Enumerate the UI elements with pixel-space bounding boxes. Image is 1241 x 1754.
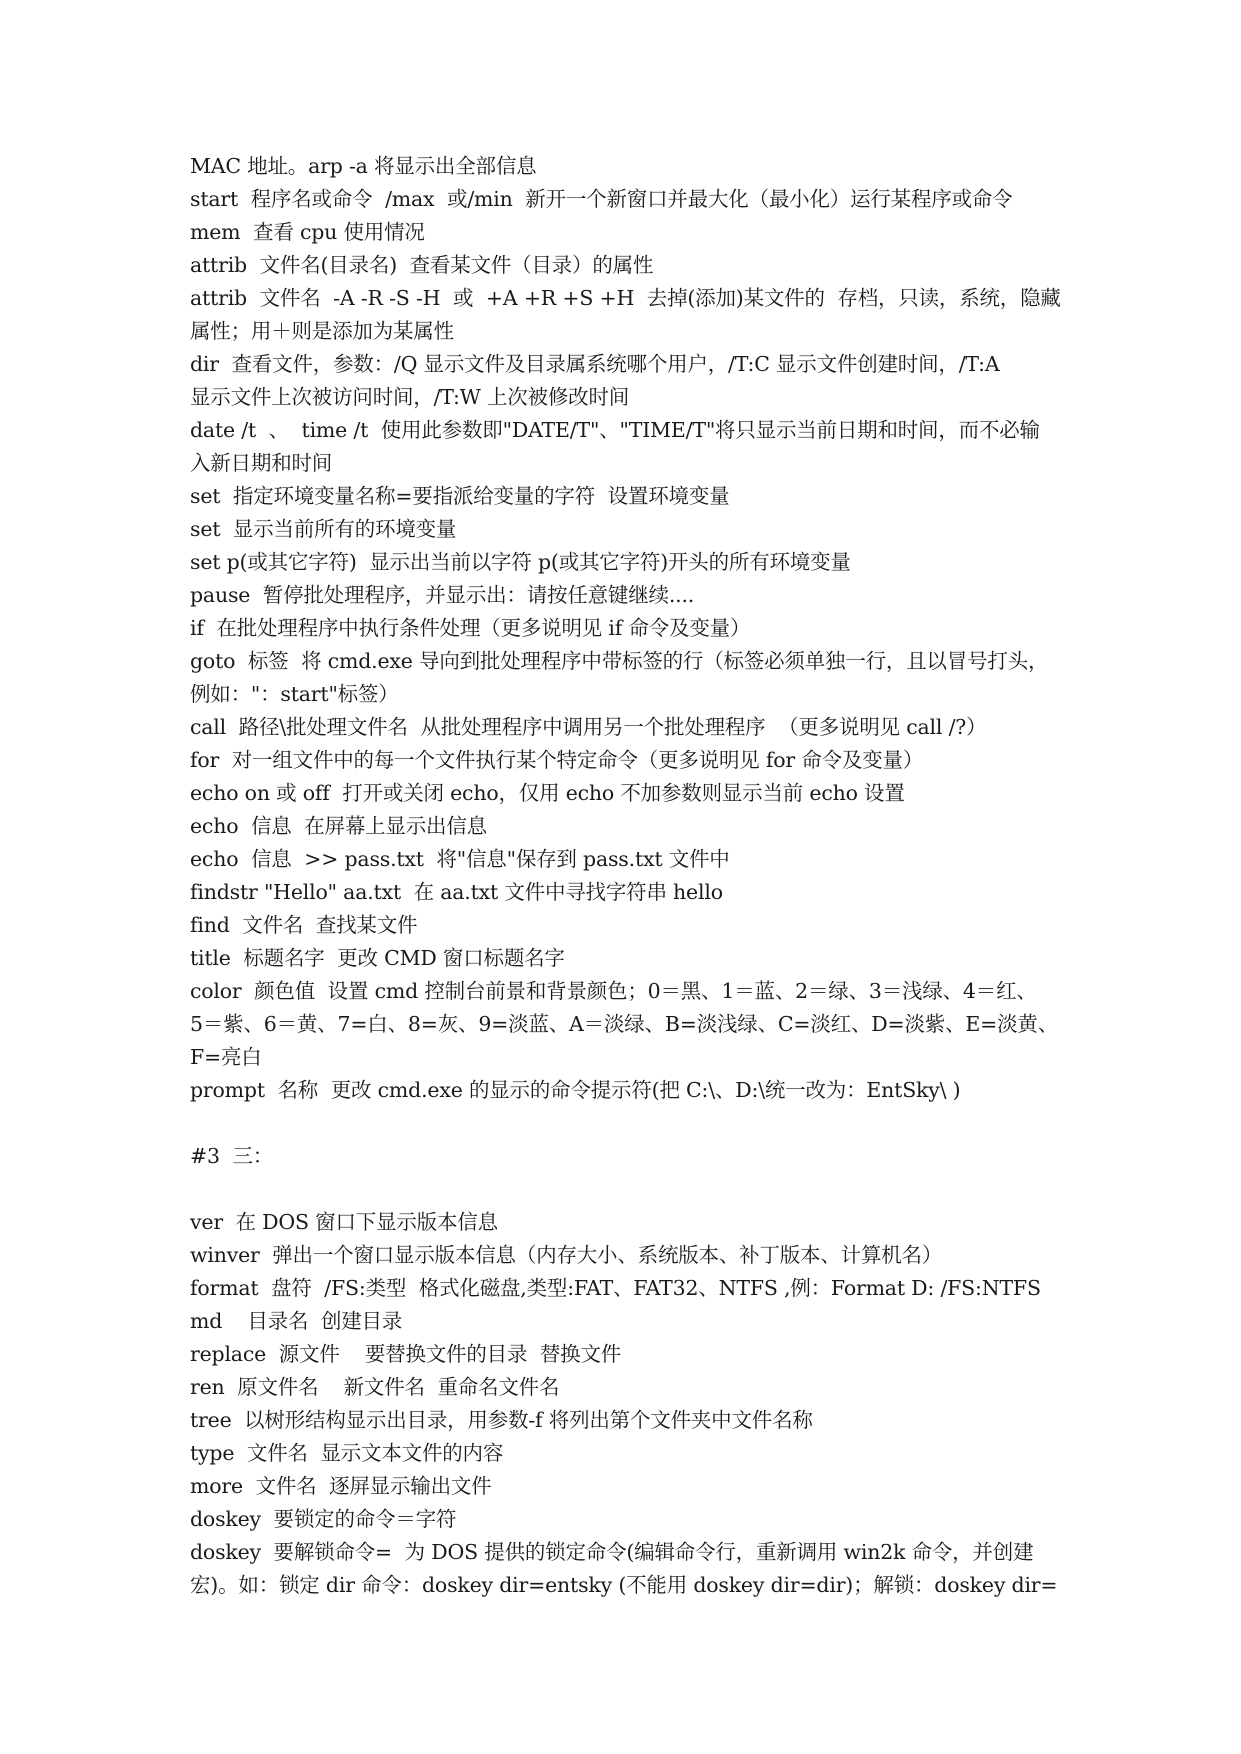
text-line: format 盘符 /FS:类型 格式化磁盘,类型:FAT、FAT32、NTFS ,例：Format D: /FS:NTFS bbox=[190, 1276, 1041, 1300]
text-line: pause 暂停批处理程序，并显示出：请按任意键继续.... bbox=[190, 583, 695, 607]
command-list-section-2 bbox=[190, 150, 1070, 1107]
text-line: ver 在 DOS 窗口下显示版本信息 bbox=[190, 1210, 498, 1234]
text-line: set p(或其它字符) 显示出当前以字符 p(或其它字符)开头的所有环境变量 bbox=[190, 550, 851, 574]
text-line: 显示文件上次被访问时间，/T:W 上次被修改时间 bbox=[190, 385, 630, 409]
text-line: echo 信息 在屏幕上显示出信息 bbox=[190, 814, 487, 838]
blank-line bbox=[190, 1173, 1070, 1206]
text-line: MAC 地址。arp -a 将显示出全部信息 bbox=[190, 154, 537, 178]
text-line: call 路径\批处理文件名 从批处理程序中调用另一个批处理程序 （更多说明见 call /?） bbox=[190, 715, 987, 739]
text-line: title 标题名字 更改 CMD 窗口标题名字 bbox=[190, 946, 565, 970]
text-line: start 程序名或命令 /max 或/min 新开一个新窗口并最大化（最小化）运行某程序或命令 bbox=[190, 187, 1013, 211]
text-line: doskey 要解锁命令= 为 DOS 提供的锁定命令(编辑命令行，重新调用 win2k 命令，并创建 bbox=[190, 1540, 1034, 1564]
text-line: winver 弹出一个窗口显示版本信息（内存大小、系统版本、补丁版本、计算机名） bbox=[190, 1243, 943, 1267]
text-line: mem 查看 cpu 使用情况 bbox=[190, 220, 425, 244]
section-heading: #3 三： bbox=[190, 1144, 274, 1168]
text-line: replace 源文件 要替换文件的目录 替换文件 bbox=[190, 1342, 622, 1366]
text-line: set 指定环境变量名称=要指派给变量的字符 设置环境变量 bbox=[190, 484, 730, 508]
text-line: color 颜色值 设置 cmd 控制台前景和背景颜色；0＝黑、1＝蓝、2＝绿、3＝浅绿、4＝红、 bbox=[190, 979, 1037, 1003]
text-line: if 在批处理程序中执行条件处理（更多说明见 if 命令及变量） bbox=[190, 616, 751, 640]
text-line: ren 原文件名 新文件名 重命名文件名 bbox=[190, 1375, 560, 1399]
text-line: findstr "Hello" aa.txt 在 aa.txt 文件中寻找字符串 hello bbox=[190, 880, 723, 904]
text-line: F=亮白 bbox=[190, 1045, 262, 1069]
text-line: goto 标签 将 cmd.exe 导向到批处理程序中带标签的行（标签必须单独一行，且以冒号打头， bbox=[190, 649, 1049, 673]
text-line: tree 以树形结构显示出目录，用参数-f 将列出第个文件夹中文件名称 bbox=[190, 1408, 813, 1432]
text-line: for 对一组文件中的每一个文件执行某个特定命令（更多说明见 for 命令及变量） bbox=[190, 748, 924, 772]
blank-line bbox=[190, 1107, 1070, 1140]
text-line: attrib 文件名 -A -R -S -H 或 +A +R +S +H 去掉(添加)某文件的 存档，只读，系统，隐藏 bbox=[190, 286, 1061, 310]
text-line: doskey 要锁定的命令＝字符 bbox=[190, 1507, 457, 1531]
text-line: 属性；用＋则是添加为某属性 bbox=[190, 319, 454, 343]
text-line: 5＝紫、6＝黄、7=白、8=灰、9=淡蓝、A＝淡绿、B=淡浅绿、C=淡红、D=淡紫、E=淡黄、 bbox=[190, 1012, 1059, 1036]
text-line: 入新日期和时间 bbox=[190, 451, 333, 475]
text-line: dir 查看文件，参数：/Q 显示文件及目录属系统哪个用户，/T:C 显示文件创建时间，/T:A bbox=[190, 352, 1000, 376]
text-line: echo on 或 off 打开或关闭 echo，仅用 echo 不加参数则显示当前 echo 设置 bbox=[190, 781, 905, 805]
text-line: more 文件名 逐屏显示输出文件 bbox=[190, 1474, 492, 1498]
text-line: date /t 、 time /t 使用此参数即"DATE/T"、"TIME/T"将只显示当前日期和时间，而不必输 bbox=[190, 418, 1040, 442]
text-line: attrib 文件名(目录名) 查看某文件（目录）的属性 bbox=[190, 253, 654, 277]
text-line: type 文件名 显示文本文件的内容 bbox=[190, 1441, 504, 1465]
text-line: 宏)。如：锁定 dir 命令：doskey dir=entsky (不能用 doskey dir=dir)；解锁：doskey dir= bbox=[190, 1573, 1058, 1597]
document-page bbox=[190, 150, 1070, 1602]
command-list-section-3 bbox=[190, 1206, 1070, 1602]
text-line: find 文件名 查找某文件 bbox=[190, 913, 418, 937]
text-line: echo 信息 >> pass.txt 将"信息"保存到 pass.txt 文件中 bbox=[190, 847, 730, 871]
text-line: md 目录名 创建目录 bbox=[190, 1309, 403, 1333]
text-line: 例如："：start"标签） bbox=[190, 682, 399, 706]
text-line: prompt 名称 更改 cmd.exe 的显示的命令提示符(把 C:\、D:\统一改为：EntSky\ ) bbox=[190, 1078, 961, 1102]
text-line: set 显示当前所有的环境变量 bbox=[190, 517, 457, 541]
